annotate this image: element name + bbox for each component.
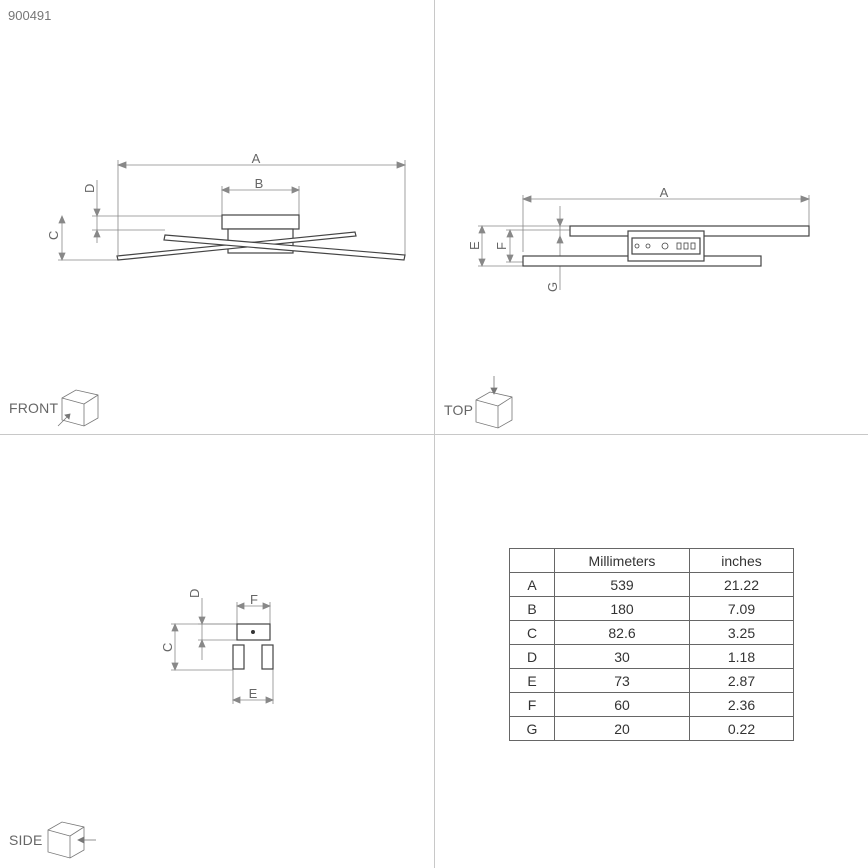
row-key: G [510, 717, 555, 741]
top-dim-f-label: F [494, 242, 509, 250]
side-view-label: SIDE [9, 832, 43, 848]
table-row [510, 669, 794, 693]
row-mm: 20 [555, 717, 690, 741]
table-row [510, 597, 794, 621]
row-mm: 60 [555, 693, 690, 717]
side-dim-e-label: E [248, 686, 258, 701]
side-dim-f-label: F [250, 592, 258, 607]
row-mm: 539 [555, 573, 690, 597]
table-row [510, 717, 794, 741]
row-key: B [510, 597, 555, 621]
front-dim-a-label: A [251, 151, 261, 166]
row-key: F [510, 693, 555, 717]
top-dim-g-label: G [545, 281, 560, 292]
row-key: C [510, 621, 555, 645]
row-in: 21.22 [690, 573, 794, 597]
table-row [510, 693, 794, 717]
row-mm: 73 [555, 669, 690, 693]
front-dim-c-label: C [46, 230, 61, 240]
top-dim-e-label: E [467, 241, 482, 250]
side-dim-c-label: C [160, 642, 175, 652]
table-row [510, 573, 794, 597]
dimension-table [509, 548, 794, 741]
table-row [510, 645, 794, 669]
row-mm: 82.6 [555, 621, 690, 645]
front-dim-d-label: D [82, 183, 97, 193]
top-cube-icon [476, 376, 512, 428]
table-header-in: inches [690, 549, 794, 573]
table-row [510, 621, 794, 645]
row-key: D [510, 645, 555, 669]
product-code: 900491 [8, 8, 52, 23]
table-header-mm: Millimeters [555, 549, 690, 573]
front-view-label: FRONT [9, 400, 59, 416]
row-mm: 180 [555, 597, 690, 621]
row-in: 7.09 [690, 597, 794, 621]
table-header-row [510, 549, 794, 573]
side-dim-d-label: D [187, 588, 202, 598]
side-cube-icon [48, 822, 96, 858]
top-dim-a-label: A [659, 185, 669, 200]
front-dim-b-label: B [254, 176, 264, 191]
row-in: 2.36 [690, 693, 794, 717]
row-in: 1.18 [690, 645, 794, 669]
row-mm: 30 [555, 645, 690, 669]
row-in: 3.25 [690, 621, 794, 645]
row-in: 2.87 [690, 669, 794, 693]
top-view-label: TOP [444, 402, 474, 418]
row-key: E [510, 669, 555, 693]
table-header-key [510, 549, 555, 573]
row-in: 0.22 [690, 717, 794, 741]
row-key: A [510, 573, 555, 597]
